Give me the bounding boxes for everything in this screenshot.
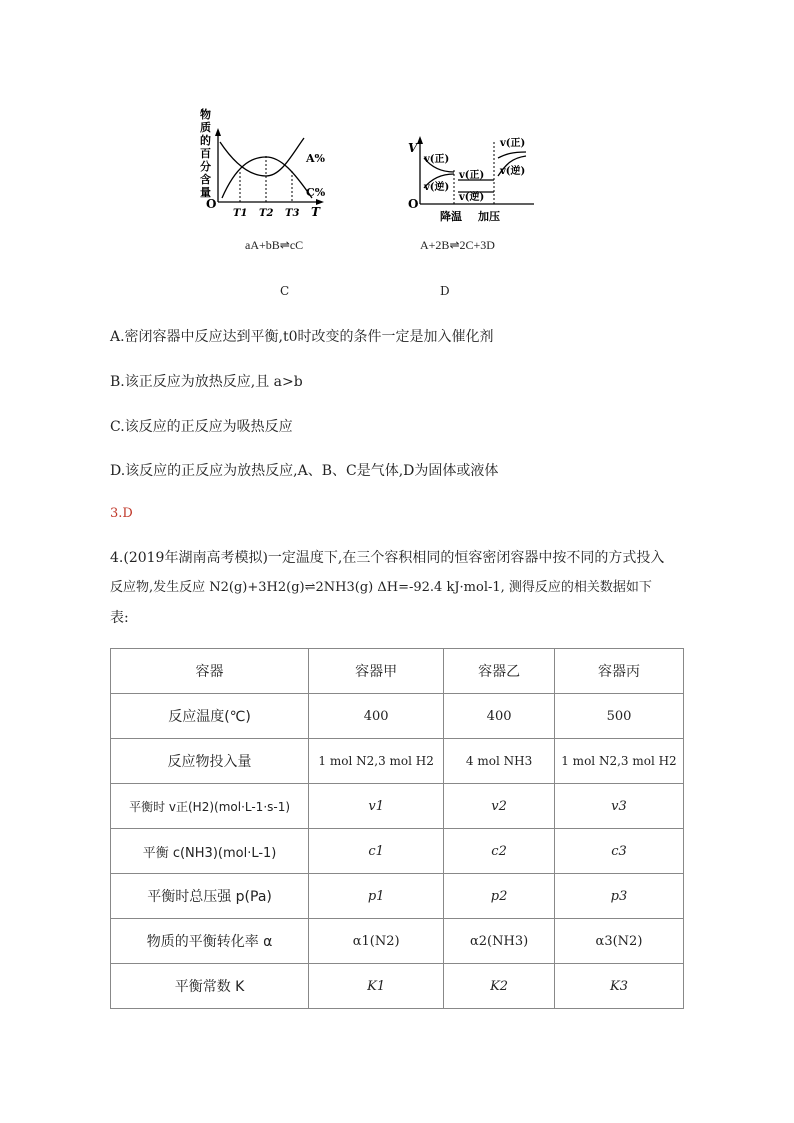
table-cell: v1 xyxy=(309,784,444,829)
figure-c-tick-3: T3 xyxy=(285,208,300,219)
table-cell: α1(N2) xyxy=(309,919,444,964)
table-cell: 反应温度(℃) xyxy=(111,694,309,739)
table-cell: p2 xyxy=(444,874,555,919)
table-cell: 反应物投入量 xyxy=(111,739,309,784)
figure-d-v-forward-1: v(正) xyxy=(424,154,450,165)
figure-d-equation: A+2B⇌2C+3D xyxy=(420,238,495,252)
svg-text:百: 百 xyxy=(200,147,211,160)
svg-text:分: 分 xyxy=(200,160,211,173)
figure-d-caption: D xyxy=(440,284,450,298)
table-cell: c3 xyxy=(554,829,683,874)
svg-text:含: 含 xyxy=(200,173,211,186)
table-cell: v3 xyxy=(554,784,683,829)
question-4-line-3: 表: xyxy=(110,610,129,626)
figure-d xyxy=(402,128,542,224)
question-4-line-1: 4.(2019年湖南高考模拟)一定温度下,在三个容积相同的恒容密闭容器中按不同的方式投入 xyxy=(110,550,665,566)
figure-c-tick-1: T1 xyxy=(233,208,248,219)
option-b: B.该正反应为放热反应,且 a>b xyxy=(110,374,303,390)
table-header: 容器甲 xyxy=(309,649,444,694)
table-cell: 500 xyxy=(554,694,683,739)
table-cell: c1 xyxy=(309,829,444,874)
table-row xyxy=(111,829,684,874)
figure-c xyxy=(196,104,346,220)
table-row xyxy=(111,739,684,784)
table-header-row xyxy=(111,649,684,694)
option-a: A.密闭容器中反应达到平衡,t0时改变的条件一定是加入催化剂 xyxy=(110,329,494,345)
table-header: 容器 xyxy=(111,649,309,694)
svg-text:物: 物 xyxy=(200,108,211,121)
curve-c-percent xyxy=(222,157,312,198)
table-cell: 物质的平衡转化率 α xyxy=(111,919,309,964)
figure-c-tick-2: T2 xyxy=(259,208,274,219)
table-cell: v2 xyxy=(444,784,555,829)
table-row xyxy=(111,874,684,919)
table-cell: α3(N2) xyxy=(554,919,683,964)
table-cell: p1 xyxy=(309,874,444,919)
table-cell: 1 mol N2,3 mol H2 xyxy=(554,739,683,784)
table-cell: K1 xyxy=(309,964,444,1009)
table-cell: 平衡 c(NH3)(mol·L-1) xyxy=(111,829,309,874)
table-row xyxy=(111,694,684,739)
svg-text:质: 质 xyxy=(200,121,211,134)
table-cell: 平衡时总压强 p(Pa) xyxy=(111,874,309,919)
table-cell: 平衡时 v正(H2)(mol·L-1·s-1) xyxy=(111,784,309,829)
table-header: 容器丙 xyxy=(554,649,683,694)
figure-c-equation: aA+bB⇌cC xyxy=(245,238,304,252)
answer: 3.D xyxy=(110,506,133,521)
figure-d-yaxis: V xyxy=(408,141,418,155)
figure-d-x-label-1: 降温 xyxy=(440,210,462,223)
figure-d-v-forward-3: v(正) xyxy=(500,138,526,149)
figure-d-v-reverse-2: v(逆) xyxy=(459,192,485,203)
table-row xyxy=(111,964,684,1009)
table-row xyxy=(111,784,684,829)
figure-c-label-c: C% xyxy=(306,186,326,199)
data-table xyxy=(110,648,684,1009)
figure-d-origin: O xyxy=(408,197,419,211)
table-cell: 400 xyxy=(444,694,555,739)
question-4-line-2: 反应物,发生反应 N2(g)+3H2(g)⇌2NH3(g) ΔH=-92.4 kJ·mol-1, 测得反应的相关数据如下 xyxy=(110,580,652,595)
figure-d-x-label-2: 加压 xyxy=(478,210,500,223)
table-cell: K3 xyxy=(554,964,683,1009)
table-cell: 平衡常数 K xyxy=(111,964,309,1009)
table-cell: 1 mol N2,3 mol H2 xyxy=(309,739,444,784)
table-header: 容器乙 xyxy=(444,649,555,694)
figure-c-label-a: A% xyxy=(306,152,325,165)
figure-d-v-forward-2: v(正) xyxy=(459,170,485,181)
figure-d-v-reverse-3: v(逆) xyxy=(500,166,526,177)
figure-c-xaxis: T xyxy=(311,205,320,219)
table-cell: 400 xyxy=(309,694,444,739)
figure-d-v-reverse-1: v(逆) xyxy=(424,182,450,193)
table-cell: K2 xyxy=(444,964,555,1009)
table-row xyxy=(111,919,684,964)
figure-c-caption: C xyxy=(280,284,290,298)
svg-text:量: 量 xyxy=(200,186,211,199)
option-c: C.该反应的正反应为吸热反应 xyxy=(110,419,293,435)
table-cell: α2(NH3) xyxy=(444,919,555,964)
table-cell: p3 xyxy=(554,874,683,919)
figure-c-ylabel xyxy=(200,107,211,199)
svg-text:的: 的 xyxy=(200,134,211,147)
figure-c-origin: O xyxy=(206,197,217,211)
table-cell: 4 mol NH3 xyxy=(444,739,555,784)
table-cell: c2 xyxy=(444,829,555,874)
option-d: D.该反应的正反应为放热反应,A、B、C是气体,D为固体或液体 xyxy=(110,463,499,479)
